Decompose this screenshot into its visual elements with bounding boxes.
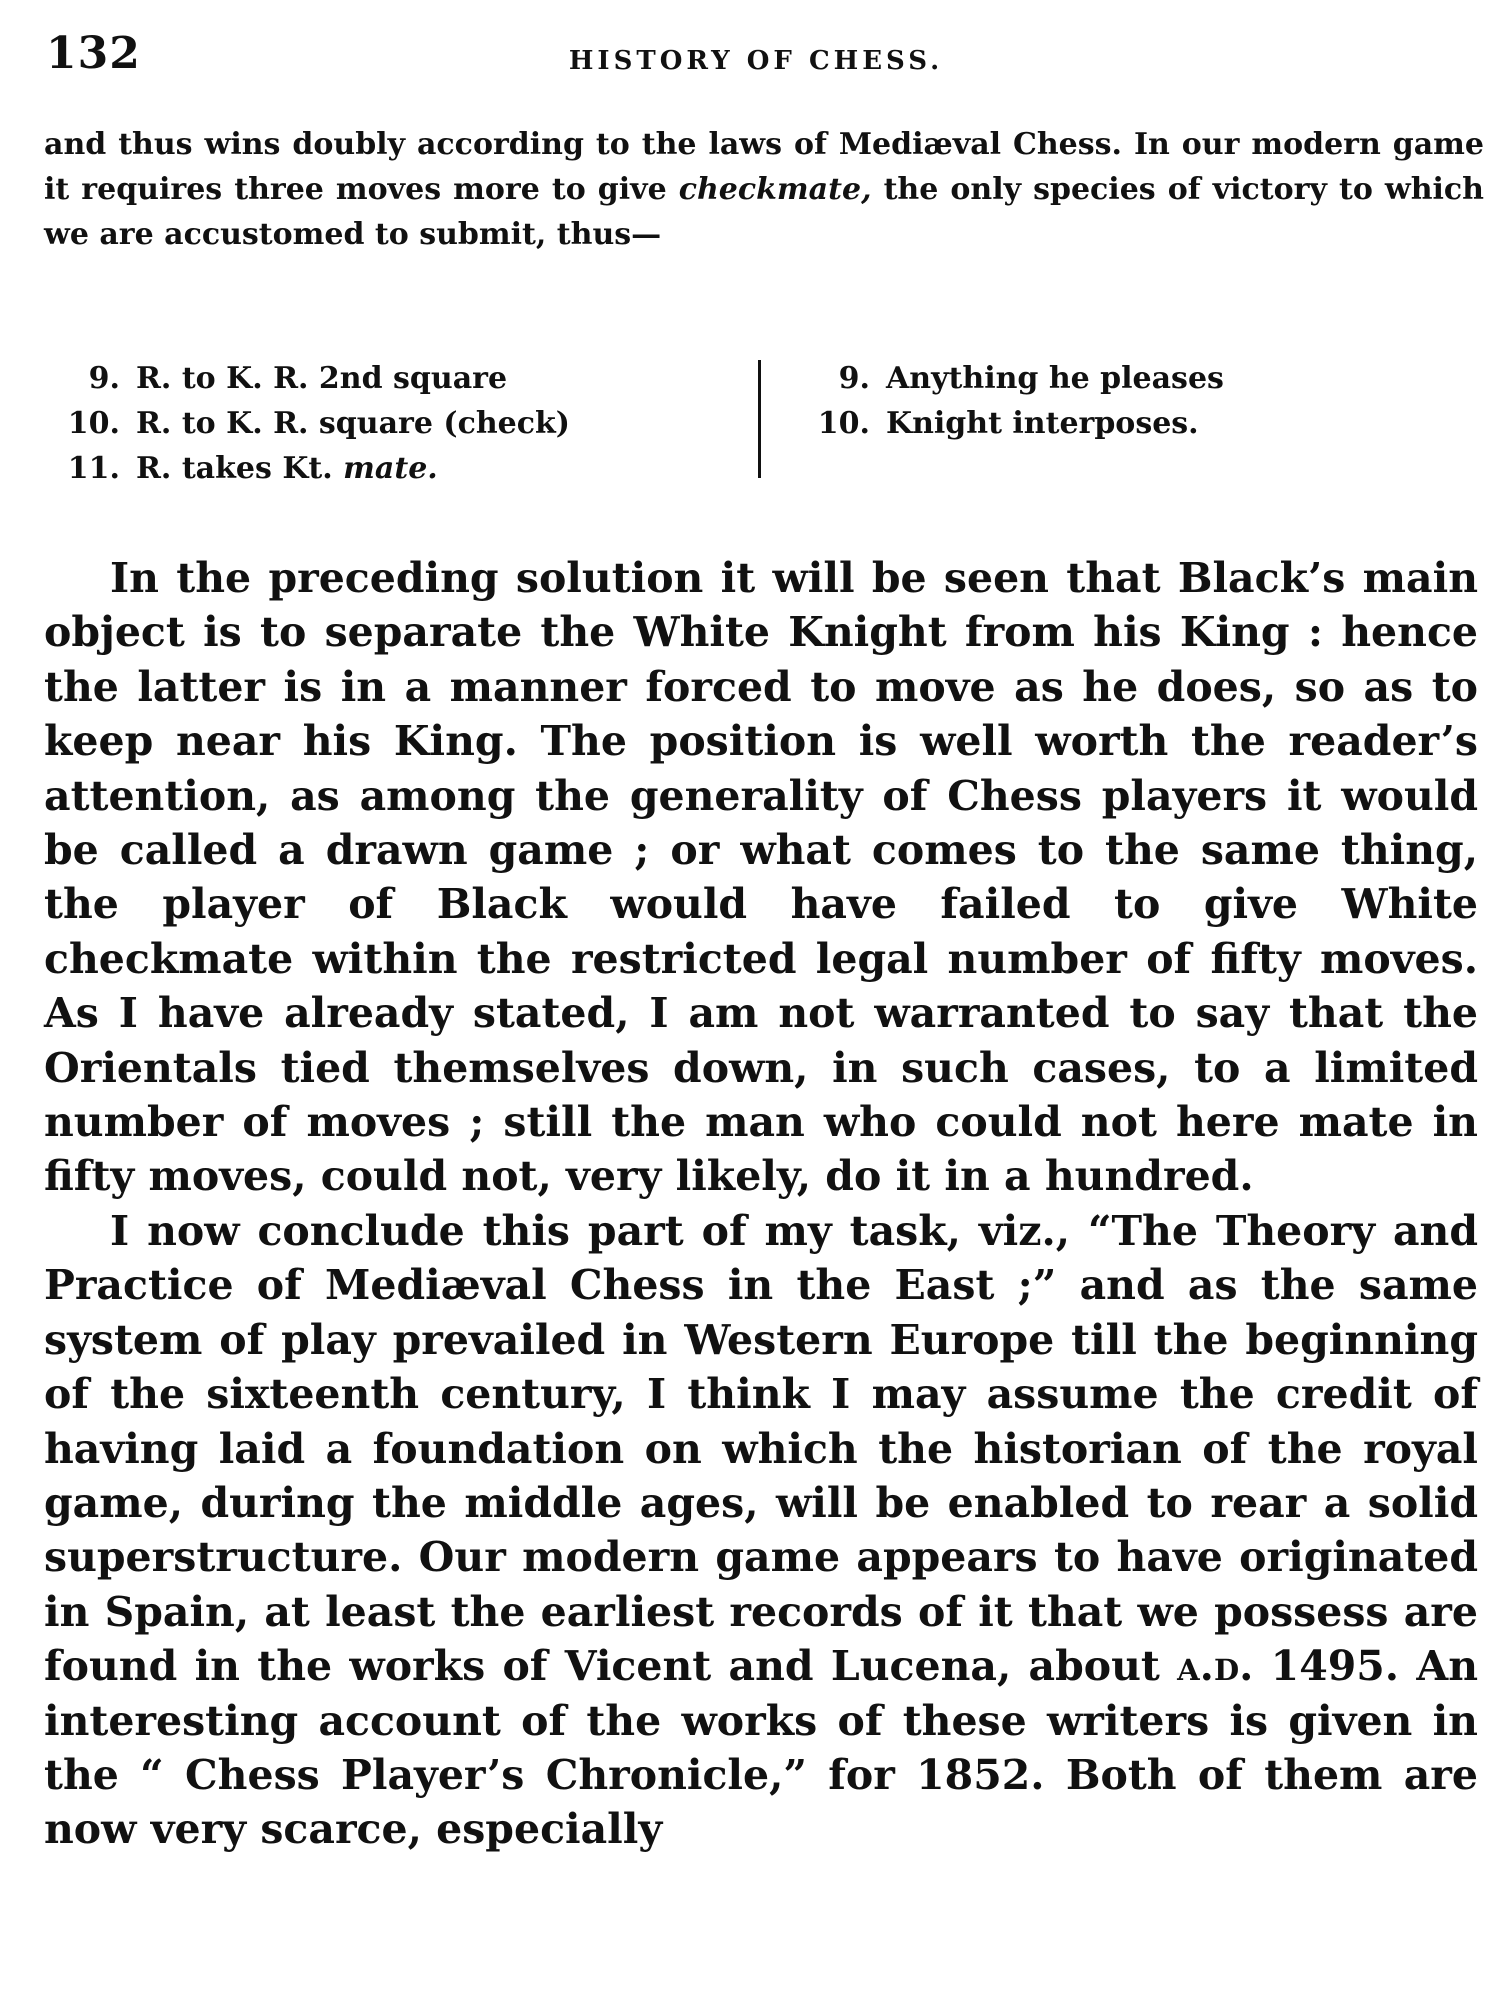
move-text: Knight interposes.	[886, 406, 1199, 441]
small-print-text: and thus wins doubly according to the laws of Mediæval Chess. In our modern game it requires three moves more to give	[44, 127, 1484, 207]
moves-divider	[758, 360, 761, 478]
running-head: HISTORY OF CHESS.	[568, 46, 944, 76]
era-abbreviation: a.d.	[1177, 1642, 1254, 1691]
black-move	[794, 401, 1474, 446]
body-paragraph-2-text: I now conclude this part of my task, viz., “The Theory and Practice of Mediæval Chess in the East ;” and as the same system of play prevailed in Western Europe till the beginning of the sixteenth century, I think I may assume the credit of having laid a foundation on which the historian of the royal game, during the middle ages, will be enabled to rear a solid superstructure. Our modern game appears to have originated in Spain, at least the earliest records of it that we possess are found in the works of Vicent and Lucena, about	[44, 1206, 1478, 1691]
body-paragraph-2-text-end: 1495. An interesting account of the works of these writers is given in the “ Chess Player’s Chronicle,” for 1852. Both of them are now very scarce, especially	[44, 1642, 1478, 1854]
move-text: Anything he pleases	[886, 361, 1224, 396]
main-text	[44, 551, 1478, 1857]
page-header	[46, 28, 1466, 88]
move-text: R. to K. R. 2nd square	[136, 361, 508, 396]
black-moves-column	[794, 356, 1474, 446]
small-print-paragraph	[44, 122, 1484, 257]
black-move	[794, 356, 1474, 401]
move-number: 9.	[838, 361, 870, 396]
move-emphasis: mate.	[343, 451, 438, 486]
white-moves-column	[44, 356, 744, 491]
white-move	[44, 446, 744, 491]
moves-table	[44, 356, 1484, 486]
move-text: R. to K. R. square (check)	[136, 406, 570, 441]
white-move	[44, 401, 744, 446]
white-move	[44, 356, 744, 401]
small-print-text-end: the only species of victory to which we are accustomed to submit, thus—	[44, 172, 1484, 252]
move-number: 10.	[817, 406, 870, 441]
move-number: 11.	[67, 451, 120, 486]
page-number: 132	[46, 28, 141, 79]
move-number: 10.	[67, 406, 120, 441]
body-paragraph-1: In the preceding solution it will be seen that Black’s main object is to separate the White Knight from his King : hence the latter is in a manner forced to move as he does, so as to keep near his King. The position is well worth the reader’s attention, as among the generality of Chess players it would be called a drawn game ; or what comes to the same thing, the player of Black would have failed to give White checkmate within the restricted legal number of fifty moves. As I have already stated, I am not warranted to say that the Orientals tied themselves down, in such cases, to a limited number of moves ; still the man who could not here mate in fifty moves, could not, very likely, do it in a hundred.	[44, 554, 1478, 1201]
move-text: R. takes Kt.	[136, 451, 344, 486]
move-number: 9.	[88, 361, 120, 396]
small-print-emphasis: checkmate,	[678, 172, 872, 207]
body-paragraph-2	[44, 1204, 1478, 1857]
